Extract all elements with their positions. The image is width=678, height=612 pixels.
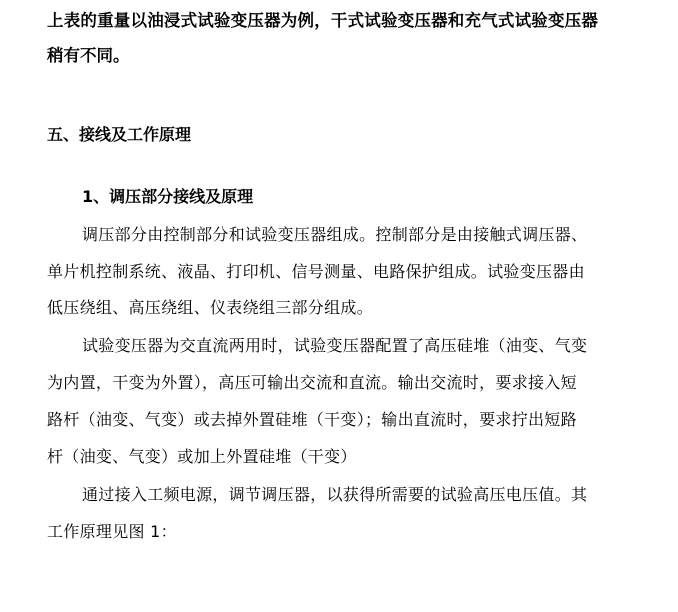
subsection-heading: 1、调压部分接线及原理 <box>82 187 254 206</box>
intro-line-2: 稍有不同。 <box>47 46 130 65</box>
intro-line-1: 上表的重量以油浸式试验变压器为例，干式试验变压器和充气式试验变压器 <box>47 11 599 30</box>
paragraph1-line-1: 调压部分由控制部分和试验变压器组成。控制部分是由接触式调压器、 <box>82 225 588 244</box>
section-heading: 五、接线及工作原理 <box>47 125 192 144</box>
paragraph2-line-4: 杆（油变、气变）或加上外置硅堆（干变） <box>47 447 357 466</box>
paragraph3-line-1: 通过接入工频电源，调节调压器，以获得所需要的试验高压电压值。其 <box>82 485 588 504</box>
paragraph2-line-3: 路杆（油变、气变）或去掉外置硅堆（干变）；输出直流时，要求拧出短路 <box>47 410 577 429</box>
paragraph2-line-2: 为内置，干变为外置），高压可输出交流和直流。输出交流时，要求接入短 <box>47 373 577 392</box>
paragraph3-line-2: 工作原理见图 1： <box>47 522 177 541</box>
paragraph1-line-2: 单片机控制系统、液晶、打印机、信号测量、电路保护组成。试验变压器由 <box>47 262 585 281</box>
paragraph1-line-3: 低压绕组、高压绕组、仪表绕组三部分组成。 <box>47 298 374 317</box>
paragraph2-line-1: 试验变压器为交直流两用时，试验变压器配置了高压硅堆（油变、气变 <box>82 336 588 355</box>
